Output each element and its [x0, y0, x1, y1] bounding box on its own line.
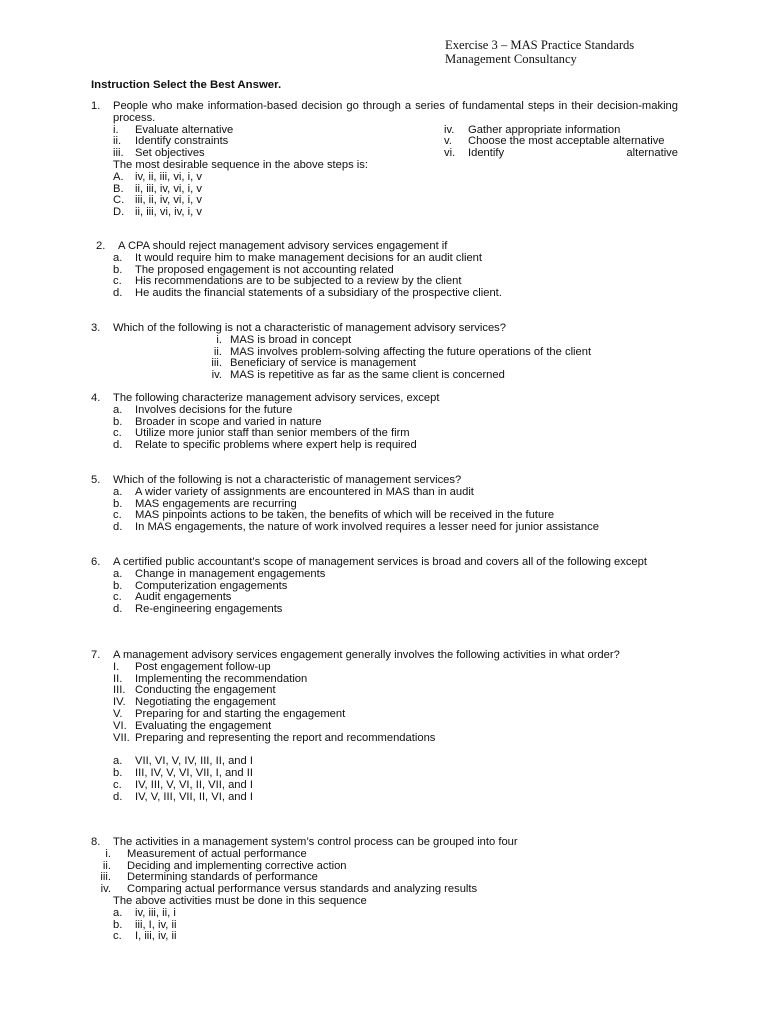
- question-2: [96, 241, 683, 300]
- question-number: 2.: [96, 240, 106, 252]
- list-item: i. Evaluate alternative: [113, 123, 234, 136]
- answer-option[interactable]: b. MAS engagements are recurring: [113, 497, 297, 510]
- question-text: Which of the following is not a characteristic of management services?: [113, 474, 462, 486]
- answer-option[interactable]: c. IV, III, V, VI, II, VII, and I: [113, 778, 253, 791]
- question-number: 7.: [91, 649, 101, 661]
- list-item: iii. Set objectives: [113, 147, 205, 160]
- question-number: 3.: [91, 322, 101, 334]
- answer-option[interactable]: a. VII, VI, V, IV, III, II, and I: [113, 755, 253, 768]
- list-item: III. Conducting the engagement: [113, 684, 276, 697]
- answer-option[interactable]: a. Change in management engagements: [113, 567, 326, 580]
- answer-option[interactable]: b. Broader in scope and varied in nature: [113, 415, 322, 428]
- question-7: [91, 650, 678, 804]
- list-item: IV. Negotiating the engagement: [113, 696, 276, 709]
- answer-option[interactable]: D. ii, iii, vi, iv, i, v: [113, 206, 202, 219]
- list-item: iii. Determining standards of performance: [100, 871, 318, 884]
- answer-option[interactable]: c. His recommendations are to be subjected to a review by the client: [113, 275, 462, 288]
- question-text: A certified public accountant’s scope of management services is broad and covers all of the following except: [113, 556, 647, 568]
- question-number: 6.: [91, 556, 101, 568]
- list-item: VI. Evaluating the engagement: [113, 719, 272, 732]
- question-text: The activities in a management system’s control process can be grouped into four: [113, 836, 518, 848]
- answer-option[interactable]: d. Relate to specific problems where expert help is required: [113, 439, 417, 452]
- question-text: A CPA should reject management advisory services engagement if: [118, 240, 448, 252]
- list-item: iv. MAS is repetitive as far as the same client is concerned: [211, 369, 505, 382]
- answer-option[interactable]: A. iv, ii, iii, vi, i, v: [113, 170, 202, 183]
- question-1: [91, 101, 678, 219]
- question-stem: The above activities must be done in this sequence: [113, 894, 367, 907]
- answer-option[interactable]: c. Utilize more junior staff than senior members of the firm: [113, 427, 410, 440]
- question-text: The following characterize management advisory services, except: [113, 392, 440, 404]
- list-item: v. Choose the most acceptable alternative: [444, 135, 665, 148]
- list-item: I. Post engagement follow-up: [113, 660, 271, 673]
- answer-option[interactable]: a. Involves decisions for the future: [113, 403, 293, 416]
- question-number: 4.: [91, 392, 101, 404]
- answer-option[interactable]: a. It would require him to make management decisions for an audit client: [113, 251, 482, 264]
- question-6: [91, 557, 678, 616]
- list-item: II. Implementing the recommendation: [113, 672, 308, 685]
- answer-option[interactable]: c. MAS pinpoints actions to be taken, the benefits of which will be received in the future: [113, 509, 555, 522]
- list-item: ii. MAS involves problem-solving affecting the future operations of the client: [213, 345, 592, 358]
- header-subtitle: Management Consultancy: [445, 52, 577, 66]
- question-text: A management advisory services engagement generally involves the following activities in what order?: [113, 649, 620, 661]
- answer-option[interactable]: d. IV, V, III, VII, II, VI, and I: [113, 790, 253, 803]
- list-item: V. Preparing for and starting the engagement: [113, 707, 346, 720]
- question-5: [91, 475, 678, 534]
- question-3: [91, 323, 678, 382]
- answer-option[interactable]: c. I, iii, iv, ii: [113, 930, 177, 943]
- question-text: Which of the following is not a characteristic of management advisory services?: [113, 322, 506, 334]
- list-item: iv. Comparing actual performance versus standards and analyzing results: [100, 883, 478, 896]
- answer-option[interactable]: d. He audits the financial statements of a subsidiary of the prospective client.: [113, 287, 502, 300]
- document-header: [445, 38, 634, 66]
- answer-option[interactable]: b. The proposed engagement is not accounting related: [113, 263, 394, 276]
- answer-option[interactable]: a. iv, iii, ii, i: [113, 906, 176, 919]
- answer-option[interactable]: c. Audit engagements: [113, 591, 232, 604]
- answer-option[interactable]: C. iii, ii, iv, vi, i, v: [113, 194, 202, 207]
- answer-option[interactable]: b. iii, I, iv, ii: [113, 918, 177, 931]
- question-stem: The most desirable sequence in the above steps is:: [113, 158, 368, 171]
- list-item: iii. Beneficiary of service is management: [211, 357, 416, 370]
- list-item: ii. Identify constraints: [113, 135, 229, 148]
- list-item: i. Measurement of actual performance: [105, 847, 307, 860]
- question-4: [91, 393, 678, 452]
- answer-option[interactable]: b. Computerization engagements: [113, 579, 288, 592]
- answer-option[interactable]: B. ii, iii, iv, vi, i, v: [113, 182, 202, 195]
- header-title: Exercise 3 – MAS Practice Standards: [445, 38, 635, 52]
- list-item: VII. Preparing and representing the report and recommendations: [113, 731, 436, 744]
- answer-option[interactable]: a. A wider variety of assignments are encountered in MAS than in audit: [113, 485, 474, 498]
- list-item: i. MAS is broad in concept: [216, 333, 352, 346]
- question-text: People who make information-based decision go through a series of fundamental steps in their decision-making process.: [113, 100, 678, 124]
- question-number: 8.: [91, 836, 101, 848]
- list-item: iv. Gather appropriate information: [444, 123, 621, 136]
- instruction: Instruction Select the Best Answer.: [91, 79, 282, 91]
- list-item: ii. Deciding and implementing corrective action: [102, 859, 347, 872]
- answer-option[interactable]: d. Re-engineering engagements: [113, 603, 283, 616]
- question-number: 1.: [91, 100, 101, 112]
- question-8: [91, 837, 678, 943]
- question-number: 5.: [91, 474, 101, 486]
- list-item: vi. Identify alternative: [444, 147, 678, 160]
- answer-option[interactable]: b. III, IV, V, VI, VII, I, and II: [113, 767, 253, 780]
- answer-option[interactable]: d. In MAS engagements, the nature of work involved requires a lesser need for junior assistance: [113, 521, 599, 534]
